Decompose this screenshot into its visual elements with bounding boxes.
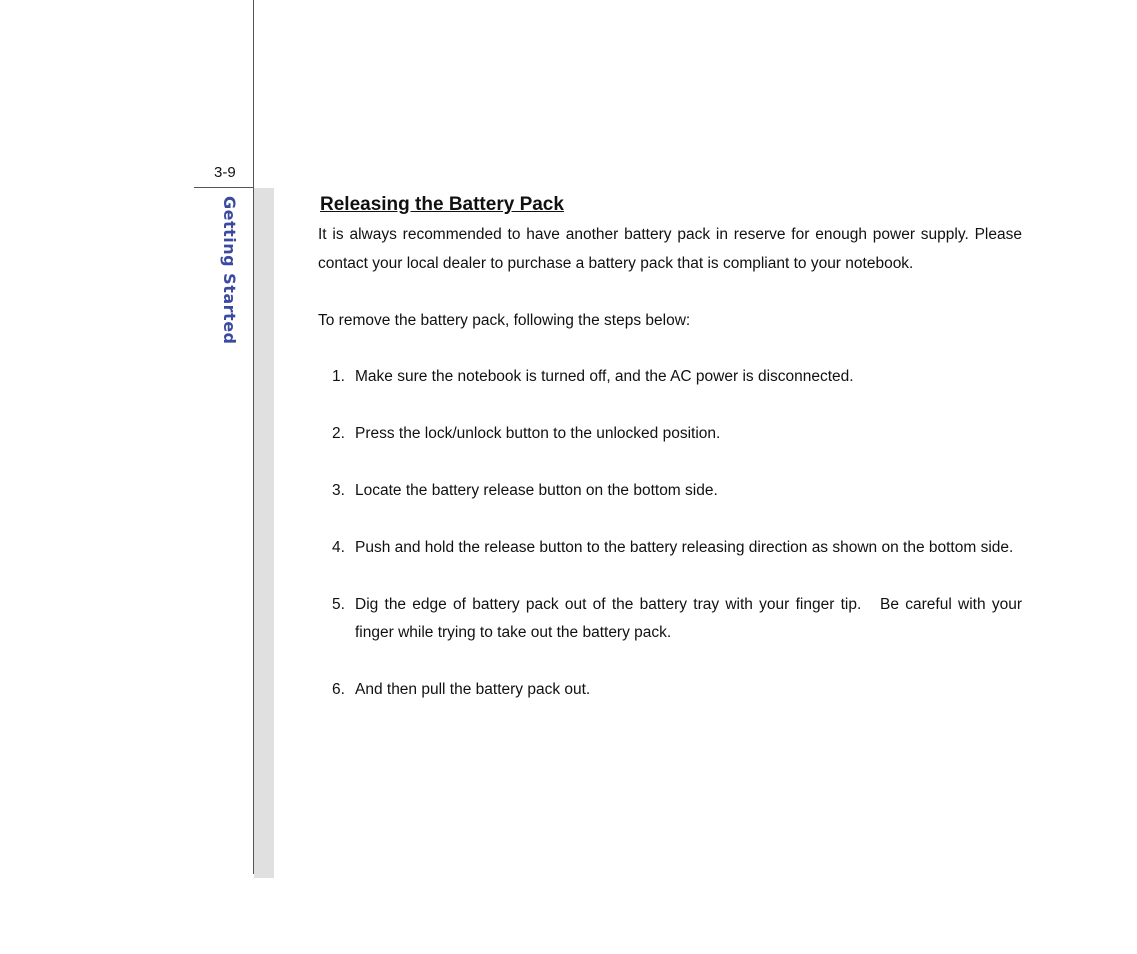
steps-lead: To remove the battery pack, following the steps below: [318,312,691,329]
step-text: Press the lock/unlock button to the unlocked position. [355,425,721,442]
step-number: 1. [332,368,345,385]
step-number: 4. [332,539,345,556]
chapter-label: Getting Started [220,196,239,345]
step-text: Dig the edge of battery pack out of the battery tray with your finger tip. Be careful with your finger while trying to take out the battery pack. [355,596,1027,641]
step-text: Make sure the notebook is turned off, and the AC power is disconnected. [355,368,854,385]
step-text: Locate the battery release button on the bottom side. [355,482,718,499]
intro-paragraph: It is always recommended to have another battery pack in reserve for enough power supply. Please contact your local dealer to purchase a battery pack that is compliant to your notebook. [318,226,1022,272]
section-title: Releasing the Battery Pack [320,194,564,215]
list-item [318,363,1022,391]
page-number: 3-9 [214,164,236,181]
margin-gray-band [254,188,274,878]
page-number-rule [194,187,254,188]
list-item [318,477,1022,505]
step-number: 3. [332,482,345,499]
list-item [318,591,1027,647]
steps-list [318,363,1027,733]
step-number: 5. [332,596,345,613]
step-number: 2. [332,425,345,442]
list-item [318,534,1022,562]
list-item [318,420,1022,448]
step-number: 6. [332,681,345,698]
step-text: And then pull the battery pack out. [355,681,591,698]
step-text: Push and hold the release button to the battery releasing direction as shown on the bottom side. [355,539,1014,556]
list-item [318,676,1022,704]
